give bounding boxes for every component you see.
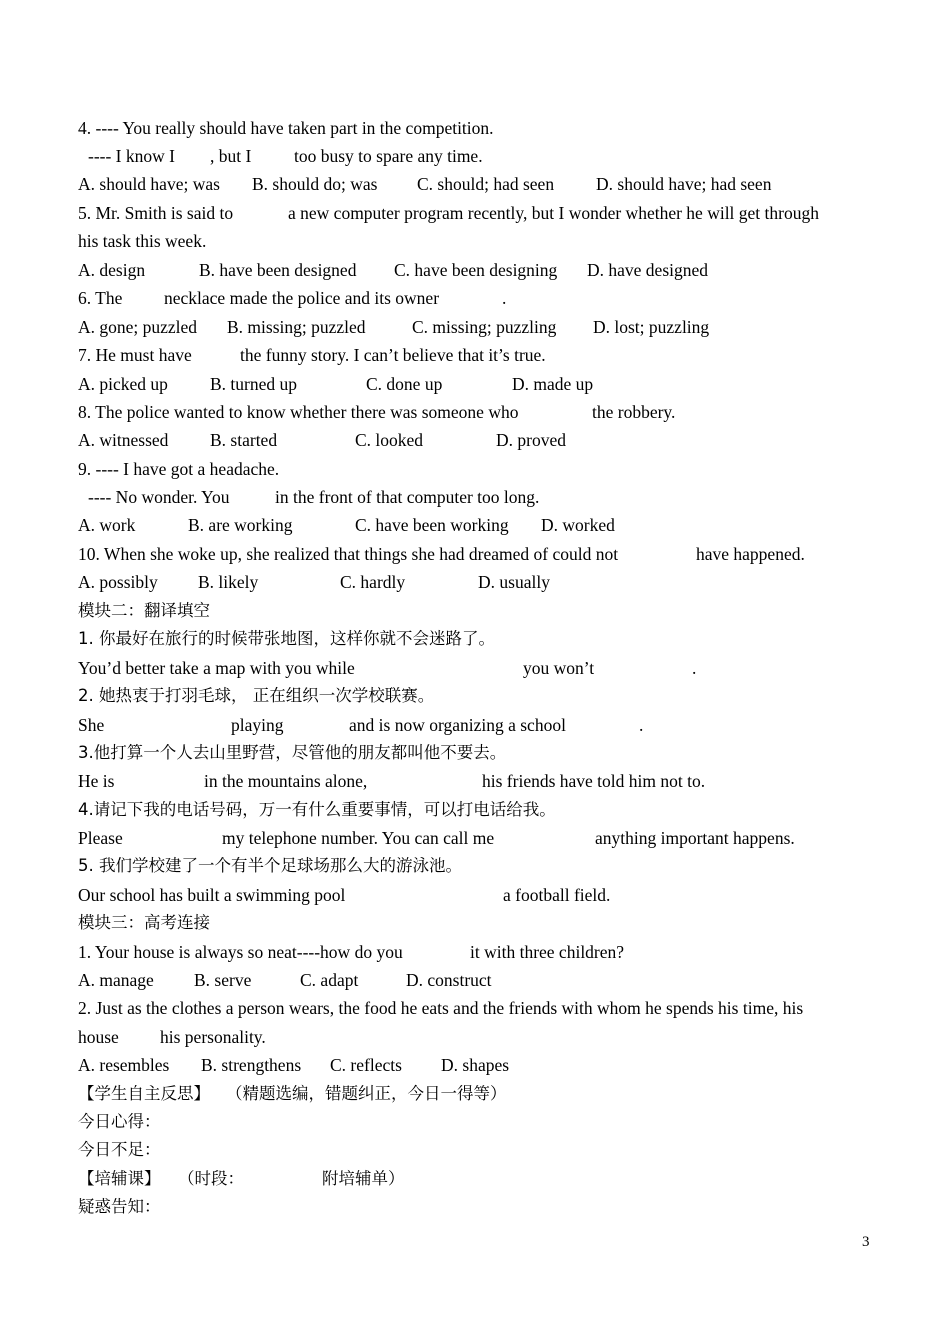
- q5-stem-c: his task this week.: [78, 231, 207, 251]
- q9-option-d: D. worked: [541, 515, 615, 535]
- m3-q2-stem-a: 2. Just as the clothes a person wears, the food he eats and the friends with whom he spends his time, his: [78, 998, 804, 1018]
- m3-q2-option-b: B. strengthens: [201, 1055, 302, 1075]
- tutor-note: 附培辅单）: [322, 1169, 405, 1188]
- m2-item2-cn-text: 2. 她热衷于打羽毛球， 正在组织一次学校联赛。: [78, 686, 435, 705]
- q10-option-a: A. possibly: [78, 572, 158, 592]
- reflection-heading-text: 【学生自主反思】: [78, 1084, 210, 1103]
- q6-options: [78, 313, 878, 341]
- q4-reply-a: ---- I know I: [88, 146, 175, 166]
- reflection-lack-text: 今日不足：: [78, 1140, 161, 1159]
- q10-stem-a: 10. When she woke up, she realized that things she had dreamed of could not: [78, 544, 619, 564]
- q7-stem-b: the funny story. I can’t believe that it’s true.: [240, 345, 546, 365]
- q4-reply-c: too busy to spare any time.: [294, 146, 483, 166]
- m3-q1-stem-a: 1. Your house is always so neat----how do you: [78, 942, 403, 962]
- q5-stem-b: a new computer program recently, but I wonder whether he will get through: [288, 203, 819, 223]
- q4-option-c: C. should; had seen: [417, 174, 555, 194]
- m2-item4-en-c: anything important happens.: [595, 828, 795, 848]
- q7-option-b: B. turned up: [210, 374, 298, 394]
- m2-item3-en: [78, 767, 878, 795]
- q9-reply: [78, 483, 878, 511]
- q8-option-c: C. looked: [355, 430, 424, 450]
- reflection-lack: [78, 1136, 878, 1164]
- q8-option-a: A. witnessed: [78, 430, 169, 450]
- m3-q2-options: [78, 1051, 878, 1079]
- q7-option-a: A. picked up: [78, 374, 168, 394]
- q6-stem: [78, 284, 878, 312]
- m2-item5-cn: [78, 852, 878, 880]
- q8-stem-a: 8. The police wanted to know whether there was someone who: [78, 402, 519, 422]
- q10-option-d: D. usually: [478, 572, 550, 592]
- m3-q1-option-a: A. manage: [78, 970, 154, 990]
- module2-title-text: 模块二：翻译填空: [78, 601, 210, 620]
- tutor-line: [78, 1165, 878, 1193]
- m2-item4-cn-text: 4.请记下我的电话号码，万一有什么重要事情，可以打电话给我。: [78, 800, 556, 819]
- m2-item2-en-a: She: [78, 715, 105, 735]
- q9-reply-b: in the front of that computer too long.: [275, 487, 540, 507]
- q5-option-d: D. have designed: [587, 260, 709, 280]
- m3-q2-stem-c: his personality.: [160, 1027, 266, 1047]
- q10-option-b: B. likely: [198, 572, 259, 592]
- q7-stem-a: 7. He must have: [78, 345, 192, 365]
- m2-item1-en: [78, 654, 878, 682]
- m2-item1-cn: [78, 625, 878, 653]
- m2-item3-cn-text: 3.他打算一个人去山里野营，尽管他的朋友都叫他不要去。: [78, 743, 507, 762]
- module3-title-text: 模块三：高考连接: [78, 913, 210, 932]
- m2-item3-en-c: his friends have told him not to.: [482, 771, 706, 791]
- q4-option-b: B. should do; was: [252, 174, 378, 194]
- m2-item2-en-b: playing: [231, 715, 284, 735]
- q6-stem-b: necklace made the police and its owner: [164, 288, 440, 308]
- m3-q1-stem: [78, 938, 878, 966]
- q10-option-c: C. hardly: [340, 572, 406, 592]
- q5-stem-a: 5. Mr. Smith is said to: [78, 203, 234, 223]
- q4-reply: [78, 142, 878, 170]
- m3-q1-options: [78, 966, 878, 994]
- q7-option-c: C. done up: [366, 374, 443, 394]
- m2-item3-cn: [78, 739, 878, 767]
- m2-item4-en-b: my telephone number. You can call me: [222, 828, 495, 848]
- m2-item1-en-b: you won’t: [523, 658, 595, 678]
- q10-options: [78, 568, 878, 596]
- reflection-heading: [78, 1080, 878, 1108]
- tutor-heading: 【培辅课】: [78, 1169, 161, 1188]
- m3-q2-stem-b: house: [78, 1027, 119, 1047]
- m3-q1-option-c: C. adapt: [300, 970, 359, 990]
- tutor-time: （时段：: [178, 1169, 244, 1188]
- q9-options: [78, 511, 878, 539]
- q6-stem-a: 6. The: [78, 288, 123, 308]
- q8-options: [78, 426, 878, 454]
- q5-option-a: A. design: [78, 260, 146, 280]
- m2-item2-en-c: and is now organizing a school: [349, 715, 566, 735]
- q10-stem-b: have happened.: [696, 544, 805, 564]
- m3-q2-option-d: D. shapes: [441, 1055, 510, 1075]
- q6-stem-c: .: [502, 288, 507, 308]
- q8-option-d: D. proved: [496, 430, 566, 450]
- m3-q1-stem-b: it with three children?: [470, 942, 625, 962]
- q8-stem: [78, 398, 878, 426]
- q6-option-a: A. gone; puzzled: [78, 317, 198, 337]
- m2-item5-en-b: a football field.: [503, 885, 611, 905]
- m2-item4-en-a: Please: [78, 828, 123, 848]
- m2-item4-cn: [78, 796, 878, 824]
- m2-item5-cn-text: 5. 我们学校建了一个有半个足球场那么大的游泳池。: [78, 856, 462, 875]
- reflection-gain-text: 今日心得：: [78, 1112, 161, 1131]
- q4-option-a: A. should have; was: [78, 174, 220, 194]
- q5-option-c: C. have been designing: [394, 260, 558, 280]
- m2-item1-en-a: You’d better take a map with you while: [78, 658, 355, 678]
- m2-item2-en: [78, 711, 878, 739]
- q9-option-a: A. work: [78, 515, 136, 535]
- q5-stem: [78, 199, 878, 227]
- q5-stem-cont: [78, 227, 878, 255]
- m2-item1-cn-text: 1. 你最好在旅行的时候带张地图，这样你就不会迷路了。: [78, 629, 495, 648]
- m3-q2-stem-cont: [78, 1023, 878, 1051]
- q5-options: [78, 256, 878, 284]
- module3-title: [78, 909, 878, 937]
- q9-stem: [78, 455, 878, 483]
- m3-q1-option-d: D. construct: [406, 970, 492, 990]
- q8-option-b: B. started: [210, 430, 278, 450]
- m3-q2-option-c: C. reflects: [330, 1055, 402, 1075]
- m2-item4-en: [78, 824, 878, 852]
- reflection-note: （精题选编，错题纠正，今日一得等）: [226, 1084, 507, 1103]
- m2-item2-cn: [78, 682, 878, 710]
- q6-option-c: C. missing; puzzling: [412, 317, 557, 337]
- m2-item1-en-c: .: [692, 658, 697, 678]
- q7-options: [78, 370, 878, 398]
- q4-option-d: D. should have; had seen: [596, 174, 772, 194]
- q7-stem: [78, 341, 878, 369]
- q5-option-b: B. have been designed: [199, 260, 357, 280]
- m2-item3-en-b: in the mountains alone,: [204, 771, 368, 791]
- doubts-text: 疑惑告知：: [78, 1197, 161, 1216]
- q4-stem: [78, 114, 878, 142]
- m2-item2-en-d: .: [639, 715, 644, 735]
- m2-item3-en-a: He is: [78, 771, 115, 791]
- q7-option-d: D. made up: [512, 374, 594, 394]
- m3-q2-option-a: A. resembles: [78, 1055, 170, 1075]
- m3-q1-option-b: B. serve: [194, 970, 252, 990]
- q4-stem-text: 4. ---- You really should have taken part in the competition.: [78, 118, 494, 138]
- page-number: 3: [862, 1234, 870, 1250]
- q9-stem-text: 9. ---- I have got a headache.: [78, 459, 280, 479]
- q4-options: [78, 170, 878, 198]
- m2-item5-en: [78, 881, 878, 909]
- reflection-gain: [78, 1108, 878, 1136]
- q6-option-b: B. missing; puzzled: [227, 317, 366, 337]
- m2-item5-en-a: Our school has built a swimming pool: [78, 885, 346, 905]
- q10-stem: [78, 540, 878, 568]
- q6-option-d: D. lost; puzzling: [593, 317, 710, 337]
- q9-reply-a: ---- No wonder. You: [88, 487, 230, 507]
- q9-option-c: C. have been working: [355, 515, 509, 535]
- q9-option-b: B. are working: [188, 515, 293, 535]
- doubts-line: [78, 1193, 878, 1221]
- q4-reply-b: , but I: [210, 146, 252, 166]
- m3-q2-stem: [78, 994, 878, 1022]
- q8-stem-b: the robbery.: [592, 402, 676, 422]
- module2-title: [78, 597, 878, 625]
